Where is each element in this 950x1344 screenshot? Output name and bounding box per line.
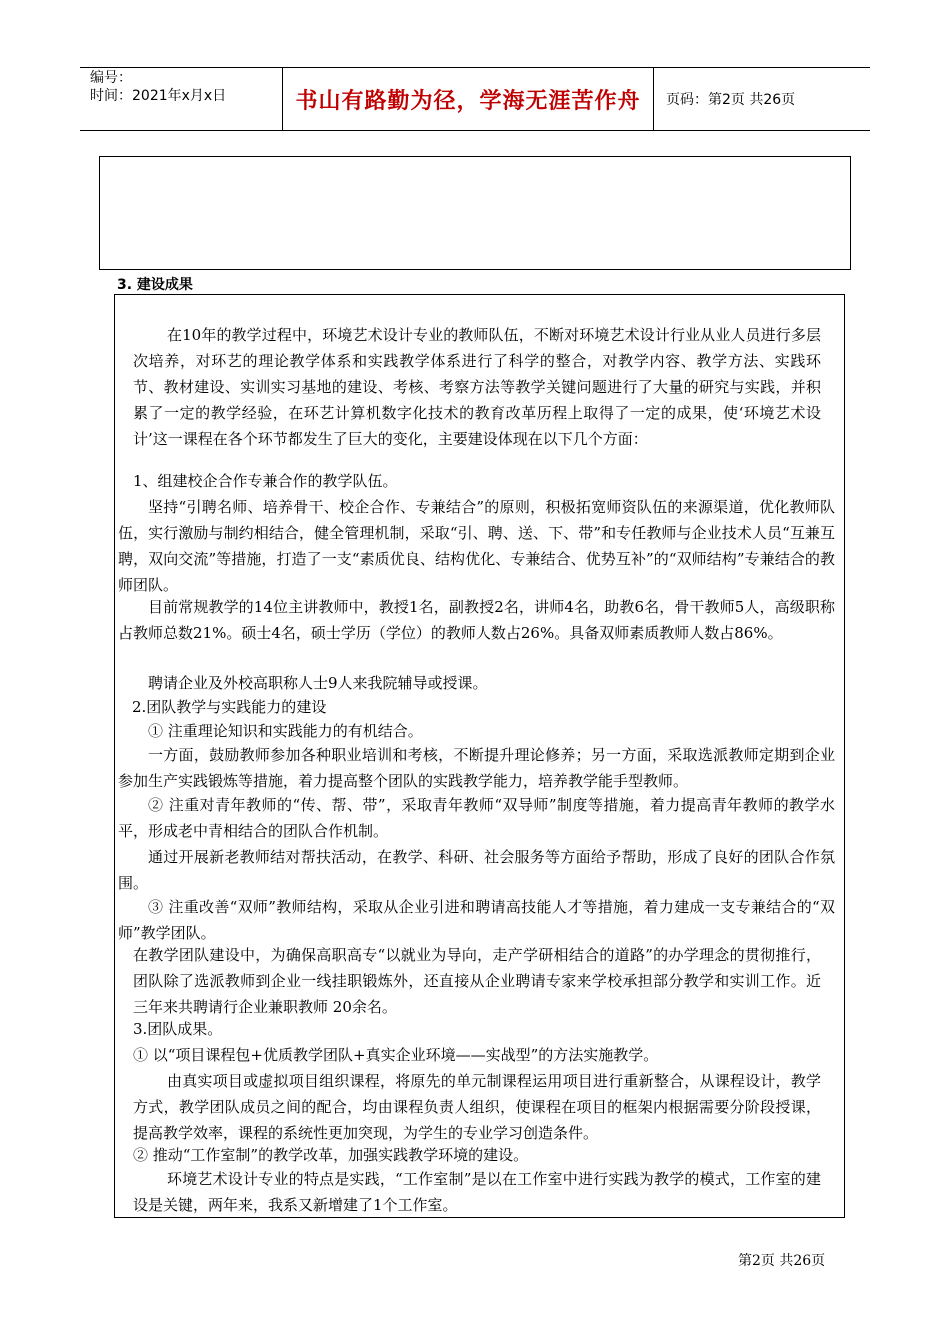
paragraph-heading-2: 2.团队教学与实践能力的建设: [132, 698, 327, 716]
paragraph-intro: 在10年的教学过程中，环境艺术设计专业的教师队伍，不断对环境艺术设计行业从业人员进行多层次培养，对环艺的理论教学体系和实践教学体系进行了科学的整合，对教学内容、教学方法、实践环节、教材建设、实训实习基地的建设、考核、考察方法等教学关键问题进行了大量的研究与实践，并积累了一定的教学经验，在环艺计算机数字化技术的教育改革历程上取得了一定的成果，使‘环境艺术设计’这一课程在各个环节都发生了巨大的变化，主要建设体现在以下几个方面：: [133, 326, 821, 448]
date-label: 时间：2021年x月x日: [90, 88, 227, 104]
paragraph-training: 一方面，鼓励教师参加各种职业培训和考核，不断提升理论修养；另一方面，采取选派教师定期到企业参加生产实践锻炼等措施，着力提高整个团队的实践教学能力，培养教学能手型教师。: [118, 746, 835, 790]
number-label: 编号：: [90, 70, 132, 86]
paragraph-result-2: ② 推动“工作室制”的教学改革，加强实践教学环境的建设。: [133, 1146, 529, 1164]
paragraph-studio: 环境艺术设计专业的特点是实践，“工作室制”是以在工作室中进行实践为教学的模式，工作室的建设是关键，两年来，我系又新增建了1个工作室。: [133, 1170, 821, 1214]
section-title: 3. 建设成果: [117, 277, 193, 293]
page-header: [80, 67, 870, 131]
paragraph-project-courses: 由真实项目或虚拟项目组织课程，将原先的单元制课程运用项目进行重新整合，从课程设计，教学方式，教学团队成员之间的配合，均由课程负责人组织，使课程在项目的框架内根据需要分阶段授课，提高教学效率，课程的系统性更加突现，为学生的专业学习创造条件。: [133, 1072, 821, 1142]
empty-table-cell: [99, 156, 851, 270]
header-page-label: 页码：第2页 共26页: [666, 92, 796, 108]
paragraph-point-1: ① 注重理论知识和实践能力的有机结合。: [148, 722, 423, 740]
paragraph-external-staff: 聘请企业及外校高职称人士9人来我院辅导或授课。: [148, 674, 488, 692]
paragraph-team-policy: 坚持“引聘名师、培养骨干、校企合作、专兼结合”的原则，积极拓宽师资队伍的来源渠道，优化教师队伍，实行激励与制约相结合，健全管理机制，采取“引、聘、送、下、带”和专任教师与企业技术人员“互兼互聘，双向交流”等措施，打造了一支“素质优良、结构优化、专兼结合、优势互补”的“双师结构”专兼结合的教师团队。: [118, 498, 835, 594]
paragraph-point-3: ③ 注重改善“双师”教师结构，采取从企业引进和聘请高技能人才等措施，着力建成一支专兼结合的“双师”教学团队。: [118, 898, 835, 942]
header-meta: [80, 68, 283, 130]
paragraph-point-2: ② 注重对青年教师的“传、帮、带”，采取青年教师“双导师”制度等措施，着力提高青年教师的教学水平，形成老中青相结合的团队合作机制。: [118, 796, 835, 840]
paragraph-result-1: ① 以“项目课程包+优质教学团队+真实企业环境——实战型”的方法实施教学。: [133, 1046, 659, 1064]
paragraph-heading-1: 1、组建校企合作专兼合作的教学队伍。: [133, 472, 398, 490]
paragraph-staff-stats: 目前常规教学的14位主讲教师中，教授1名，副教授2名，讲师4名，助教6名，骨干教师5人，高级职称占教师总数21%。硕士4名，硕士学历（学位）的教师人数占26%。具备双师素质教师人数占86%。: [118, 598, 835, 642]
page-footer: 第2页 共26页: [738, 1253, 826, 1269]
paragraph-mentoring: 通过开展新老教师结对帮扶活动，在教学、科研、社会服务等方面给予帮助，形成了良好的团队合作氛围。: [118, 848, 835, 892]
header-motto: 书山有路勤为径，学海无涯苦作舟: [283, 68, 654, 130]
paragraph-team-building: 在教学团队建设中，为确保高职高专“以就业为导向，走产学研相结合的道路”的办学理念的贯彻推行，团队除了选派教师到企业一线挂职锻炼外，还直接从企业聘请专家来学校承担部分教学和实训工作。近三年来共聘请行企业兼职教师 20余名。: [133, 946, 821, 1016]
paragraph-heading-3: 3.团队成果。: [133, 1020, 223, 1038]
